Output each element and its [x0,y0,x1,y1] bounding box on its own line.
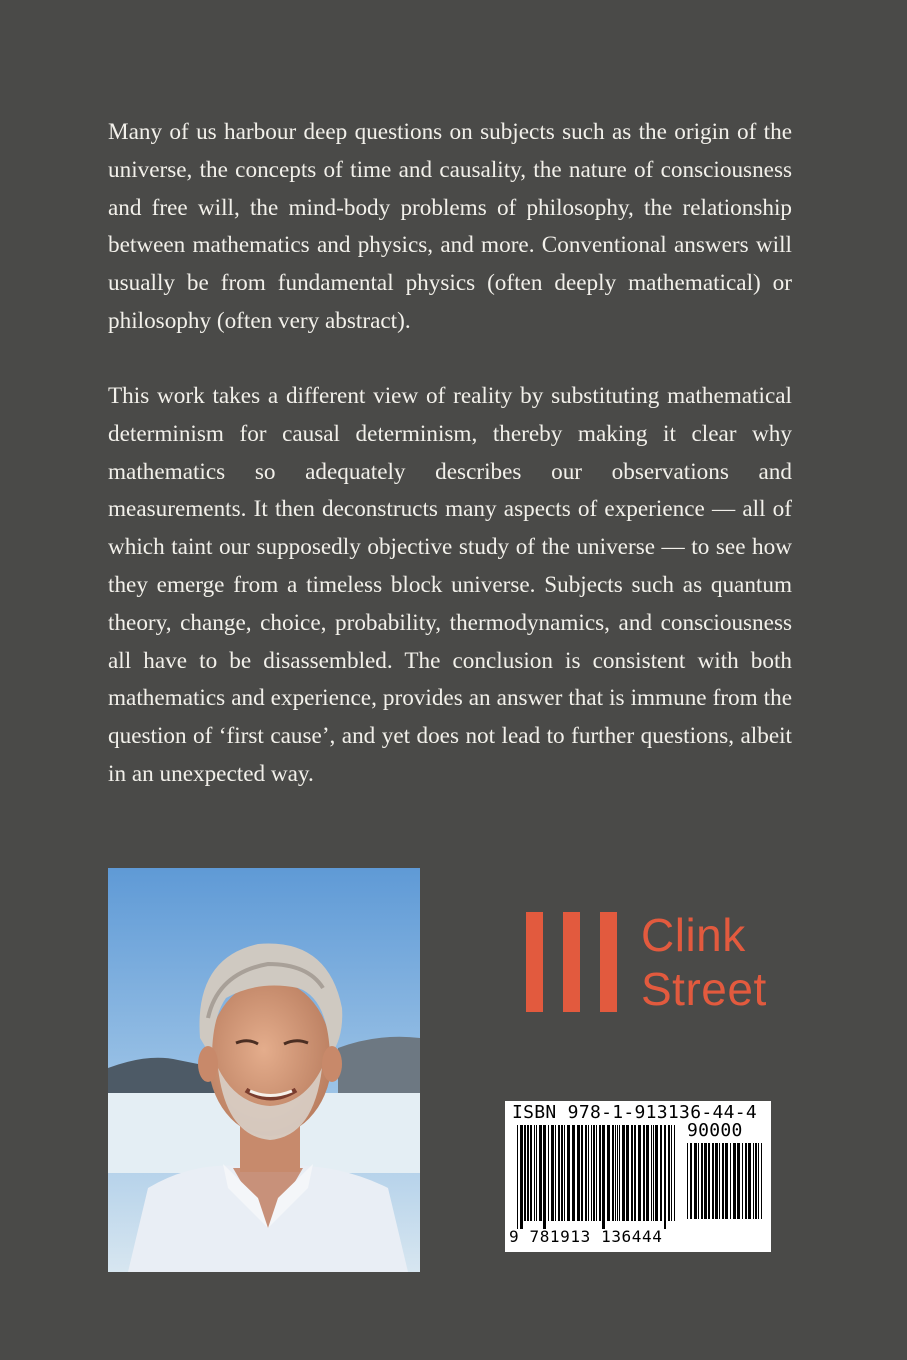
barcode-bar [588,1125,589,1221]
barcode-bar [701,1143,703,1219]
barcode-bar [704,1143,707,1219]
barcode-bar [551,1125,554,1221]
barcode-bar [607,1125,610,1221]
publisher-logo [526,909,796,1022]
barcode-bar [687,1143,688,1219]
barcode-bar [577,1125,580,1221]
barcode-bar [581,1125,583,1221]
barcode-bar [660,1125,662,1221]
barcode-bar [733,1143,736,1219]
barcode-bar [753,1143,754,1219]
barcode-bar [694,1143,697,1219]
barcode-bar [745,1143,747,1219]
barcode-bar [619,1125,620,1221]
barcode-bar [646,1125,649,1221]
barcode-bar [520,1125,523,1229]
barcode-bar [517,1125,518,1229]
barcode-bar [572,1125,575,1221]
barcode-bar [534,1125,535,1221]
barcode-bar [548,1125,549,1221]
barcode-bar [539,1125,542,1221]
barcode-bar [599,1125,601,1221]
barcode-bar [664,1125,666,1229]
barcode-bar [748,1143,751,1219]
logo-bar-1 [526,912,543,1012]
barcode-bar [561,1125,563,1221]
isbn-barcode [505,1101,771,1252]
barcode-bar [634,1125,636,1221]
barcode-bar [708,1143,710,1219]
barcode-bar [524,1125,526,1221]
barcode-bar [758,1143,759,1219]
barcode-bar [631,1125,633,1221]
price-code: 90000 [687,1120,743,1141]
barcode-bar [564,1125,565,1221]
barcode-bar [585,1125,587,1221]
barcode-bar [737,1143,740,1219]
barcode-bar [643,1125,645,1221]
barcode-bar [543,1125,546,1229]
barcode-bar [626,1125,629,1221]
barcode-bar [742,1143,743,1219]
barcode-bar [668,1125,670,1221]
barcode-bar [602,1125,605,1229]
logo-bar-2 [563,912,580,1012]
isbn-label: ISBN 978-1-913136-44-4 [512,1102,758,1123]
logo-bar-3 [600,912,617,1012]
barcode-bar [725,1143,728,1219]
barcode-bar [671,1125,672,1221]
barcode-bar [593,1125,595,1221]
blurb-paragraph-1: Many of us harbour deep questions on subjects such as the origin of the universe, the concepts of time and causality, the nature of consciousness and free will, the mind-body problems of philosophy, the relationship between mathematics and physics, and more. Conventional answers will usually be from fundamental physics (often deeply mathematical) or philosophy (often very abstract). [108,119,792,334]
barcode-bar [730,1143,731,1219]
ean-barcode-bars [517,1125,677,1229]
barcode-bar [615,1125,616,1221]
barcode-bar [527,1125,529,1221]
barcode-bar [651,1125,652,1221]
blurb-paragraph-2: This work takes a different view of reality by substituting mathematical determinism for causal determinism, thereby making it clear why mathematics so adequately describes our observations and measurements. It then deconstructs many aspects of experience — all of which taint our supposedly objective study of the universe — to see how they emerge from a timeless block universe. Subjects such as quantum theory, change, choice, probability, thermodynamics, and consciousness all have to be disassembled. The conclusion is consistent with both mathematics and experience, provides an answer that is immune from the question of ‘first cause’, and yet does not lead to further questions, albeit in an unexpected way. [108,383,792,787]
ean-digits: 9 781913 136444 [509,1227,663,1246]
barcode-bar [567,1125,570,1221]
barcode-bar [761,1143,762,1219]
barcode-bar [690,1143,692,1219]
barcode-bar [536,1125,537,1221]
barcode-bar [555,1125,556,1221]
barcode-bar [591,1125,592,1221]
barcode-bar [712,1143,714,1219]
publisher-name-line-2: Street [641,963,767,1015]
barcode-bar [653,1125,654,1221]
barcode-bar [638,1125,641,1221]
addon-barcode-bars [687,1143,765,1227]
barcode-bar [622,1125,625,1221]
barcode-bar [617,1125,618,1221]
barcode-bar [698,1143,699,1219]
barcode-bar [558,1125,560,1221]
barcode-bar [722,1143,724,1219]
barcode-bar [655,1125,658,1221]
author-photo [108,868,420,1272]
barcode-bar [755,1143,757,1219]
barcode-bar [530,1125,532,1221]
barcode-bar [596,1125,597,1221]
publisher-name-line-1: Clink [641,909,746,961]
barcode-bar [612,1125,614,1221]
barcode-bar [674,1125,675,1221]
barcode-bar [715,1143,718,1219]
barcode-bar [719,1143,720,1219]
